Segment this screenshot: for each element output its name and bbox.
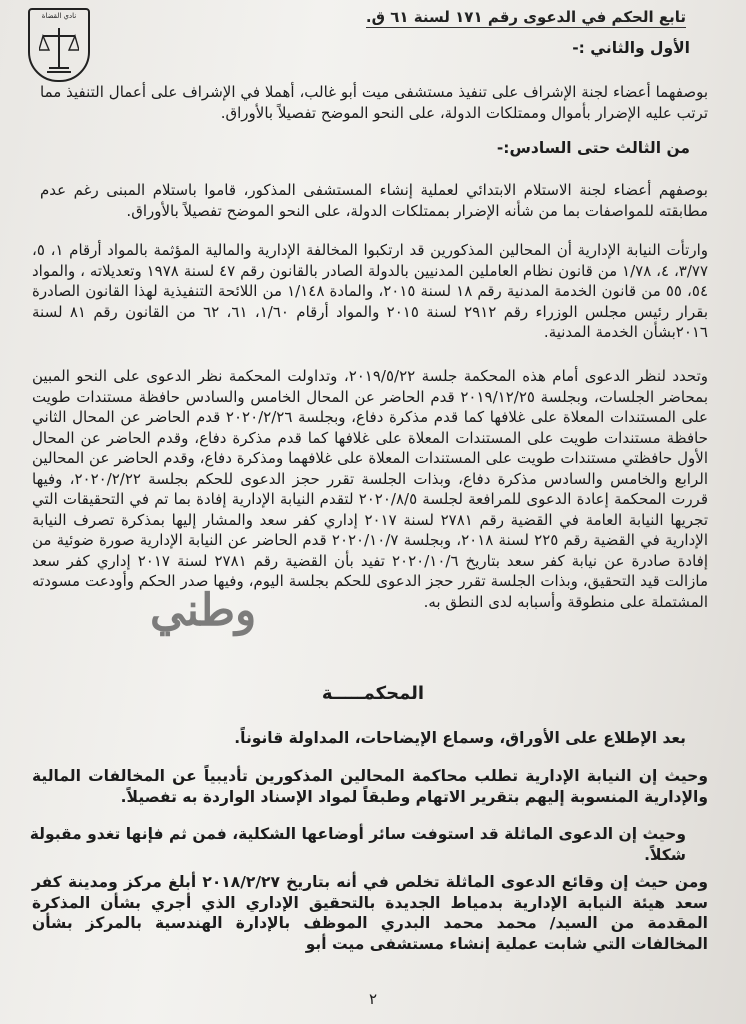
section1-text: بوصفهما أعضاء لجنة الإشراف على تنفيذ مستشفى ميت أبو غالب، أهملا في الإشراف على أعمال التنفيذ مما ترتب عليه الإضرار بأموال وممتلكات الدولة، على النحو الموضح تفصيلاً بالأوراق. <box>40 83 708 122</box>
court-heading: المحكمـــــة <box>321 683 425 704</box>
case-header: تابع الحكم في الدعوى رقم ١٧١ لسنة ٦١ ق. <box>365 8 686 26</box>
section2-heading: من الثالث حتى السادس:- <box>496 139 690 157</box>
whereas-paragraph-1: وحيث إن النيابة الإدارية تطلب محاكمة المحالين المذكورين تأديبياً عن المخالفات المالية والإدارية المنسوبة إليهم بتقرير الاتهام وطبقاً لمواد الإسناد الواردة به تفصيلاً. <box>32 767 708 806</box>
section2-text: بوصفهم أعضاء لجنة الاستلام الابتدائي لعملية إنشاء المستشفى المذكور، قاموا باستلام المبنى رغم عدم مطابقته للمواصفات بما من شأنه الإضرار بممتلكات الدولة، على النحو الموضح تفصيلاً بالأوراق. <box>40 181 708 220</box>
watermark-logo: وطني <box>150 585 257 636</box>
facts-paragraph: ومن حيث إن وقائع الدعوى الماثلة تخلص في أنه بتاريخ ٢٠١٨/٢/٢٧ أبلغ مركز ومدينة كفر سعد هيئة النيابة الإدارية بدمياط الجديدة بالتحقيق الإداري الذي أجري بشأن المذكرة المقدمة من السيد/ محمد محمد البدري الموظف بالإدارة الهندسية بالمركز بشأن المخالفات التي شابت عملية إنشاء مستشفى ميت أبو <box>32 873 708 953</box>
prosecution-paragraph: وارتأت النيابة الإدارية أن المحالين المذكورين قد ارتكبوا المخالفة الإدارية والمالية المؤثمة بالمواد أرقام ١، ٥، ٣/٧٧، ٤، ١/٧٨ من قانون نظام العاملين المدنيين بالدولة الصادر بالقانون رقم ٤٧ لسنة ١٩٧٨ وتعديلاته ، والمواد ٥٤، ٥٥ من قانون الخدمة المدنية رقم ١٨ لسنة ٢٠١٥، والمادة ١/١٤٨ من اللائحة التنفيذية لهذا القانون الصادرة بقرار رئيس مجلس الوزراء رقم ٢٩١٢ لسنة ٢٠١٥ والمواد أرقام ١/٦٠، ٦١، ٦٢ من القانون رقم ٨١ لسنة ٢٠١٦بشأن الخدمة المدنية. <box>32 241 709 341</box>
section1-heading: الأول والثاني :- <box>572 39 690 57</box>
logo-text: نادي القضاة <box>41 12 77 20</box>
proceedings-paragraph: وتحدد لنظر الدعوى أمام هذه المحكمة جلسة ٢٠١٩/٥/٢٢، وتداولت المحكمة نظر الدعوى على النحو المبين بمحاضر الجلسات، وبجلسة ٢٠١٩/١٢/٢٥ قدم الحاضر عن المحال الخامس والسادس حافظة مستندات طويت على المستندات المعلاة على غلافها كما قدم مذكرة دفاع، وبجلسة ٢٠٢٠/٢/٢٦ قدم الحاضر عن المحال الثاني حافظة مستندات طويت على المستندات المعلاة على غلافها كما قدم مذكرة دفاع، وقدم الحاضر عن المحال الأول حافظتي مستندات طويت على المستندات المعلاة على غلافهما ومذكرة دفاع، وقدم الحاضر عن المحالين الرابع والخامس والسادس مذكرة دفاع، وبذات الجلسة تقرر حجز الدعوى للحكم بجلسة ٢٠٢٠/٢/٢٢، وفيها قررت المحكمة إعادة الدعوى للمرافعة لجلسة ٢٠٢٠/٨/٥ لتقدم النيابة الإدارية إفادة بما تم في التحقيقات التي تجريها النيابة العامة في القضية رقم ٢٧٨١ لسنة ٢٠١٧ إداري كفر سعد والمشار إليها بمذكرة تصرف النيابة الإدارية في القضية رقم ٢٢٥ لسنة ٢٠١٨، وبجلسة ٢٠٢٠/١٠/٧ قدم الحاضر عن النيابة الإدارية صورة ضوئية من إفادة صادرة عن نيابة كفر سعد بتاريخ ٢٠٢٠/١٠/٦ تفيد بأن القضية رقم ٢٧٨١ لسنة ٢٠١٧ إداري كفر سعد مازالت قيد التحقيق، وبذات الجلسة تقرر حجز الدعوى للحكم بجلسة اليوم، وفيها صدر الحكم وأودعت مسودته المشتملة على منطوقة وأسبابه لدى النطق به. <box>32 367 709 611</box>
review-paragraph: بعد الإطلاع على الأوراق، وسماع الإيضاحات، المداولة قانوناً. <box>234 729 686 747</box>
whereas-paragraph-2: وحيث إن الدعوى الماثلة قد استوفت سائر أوضاعها الشكلية، فمن ثم فإنها تغدو مقبولة شكلاً. <box>29 825 686 864</box>
page-number: ٢ <box>368 990 378 1008</box>
